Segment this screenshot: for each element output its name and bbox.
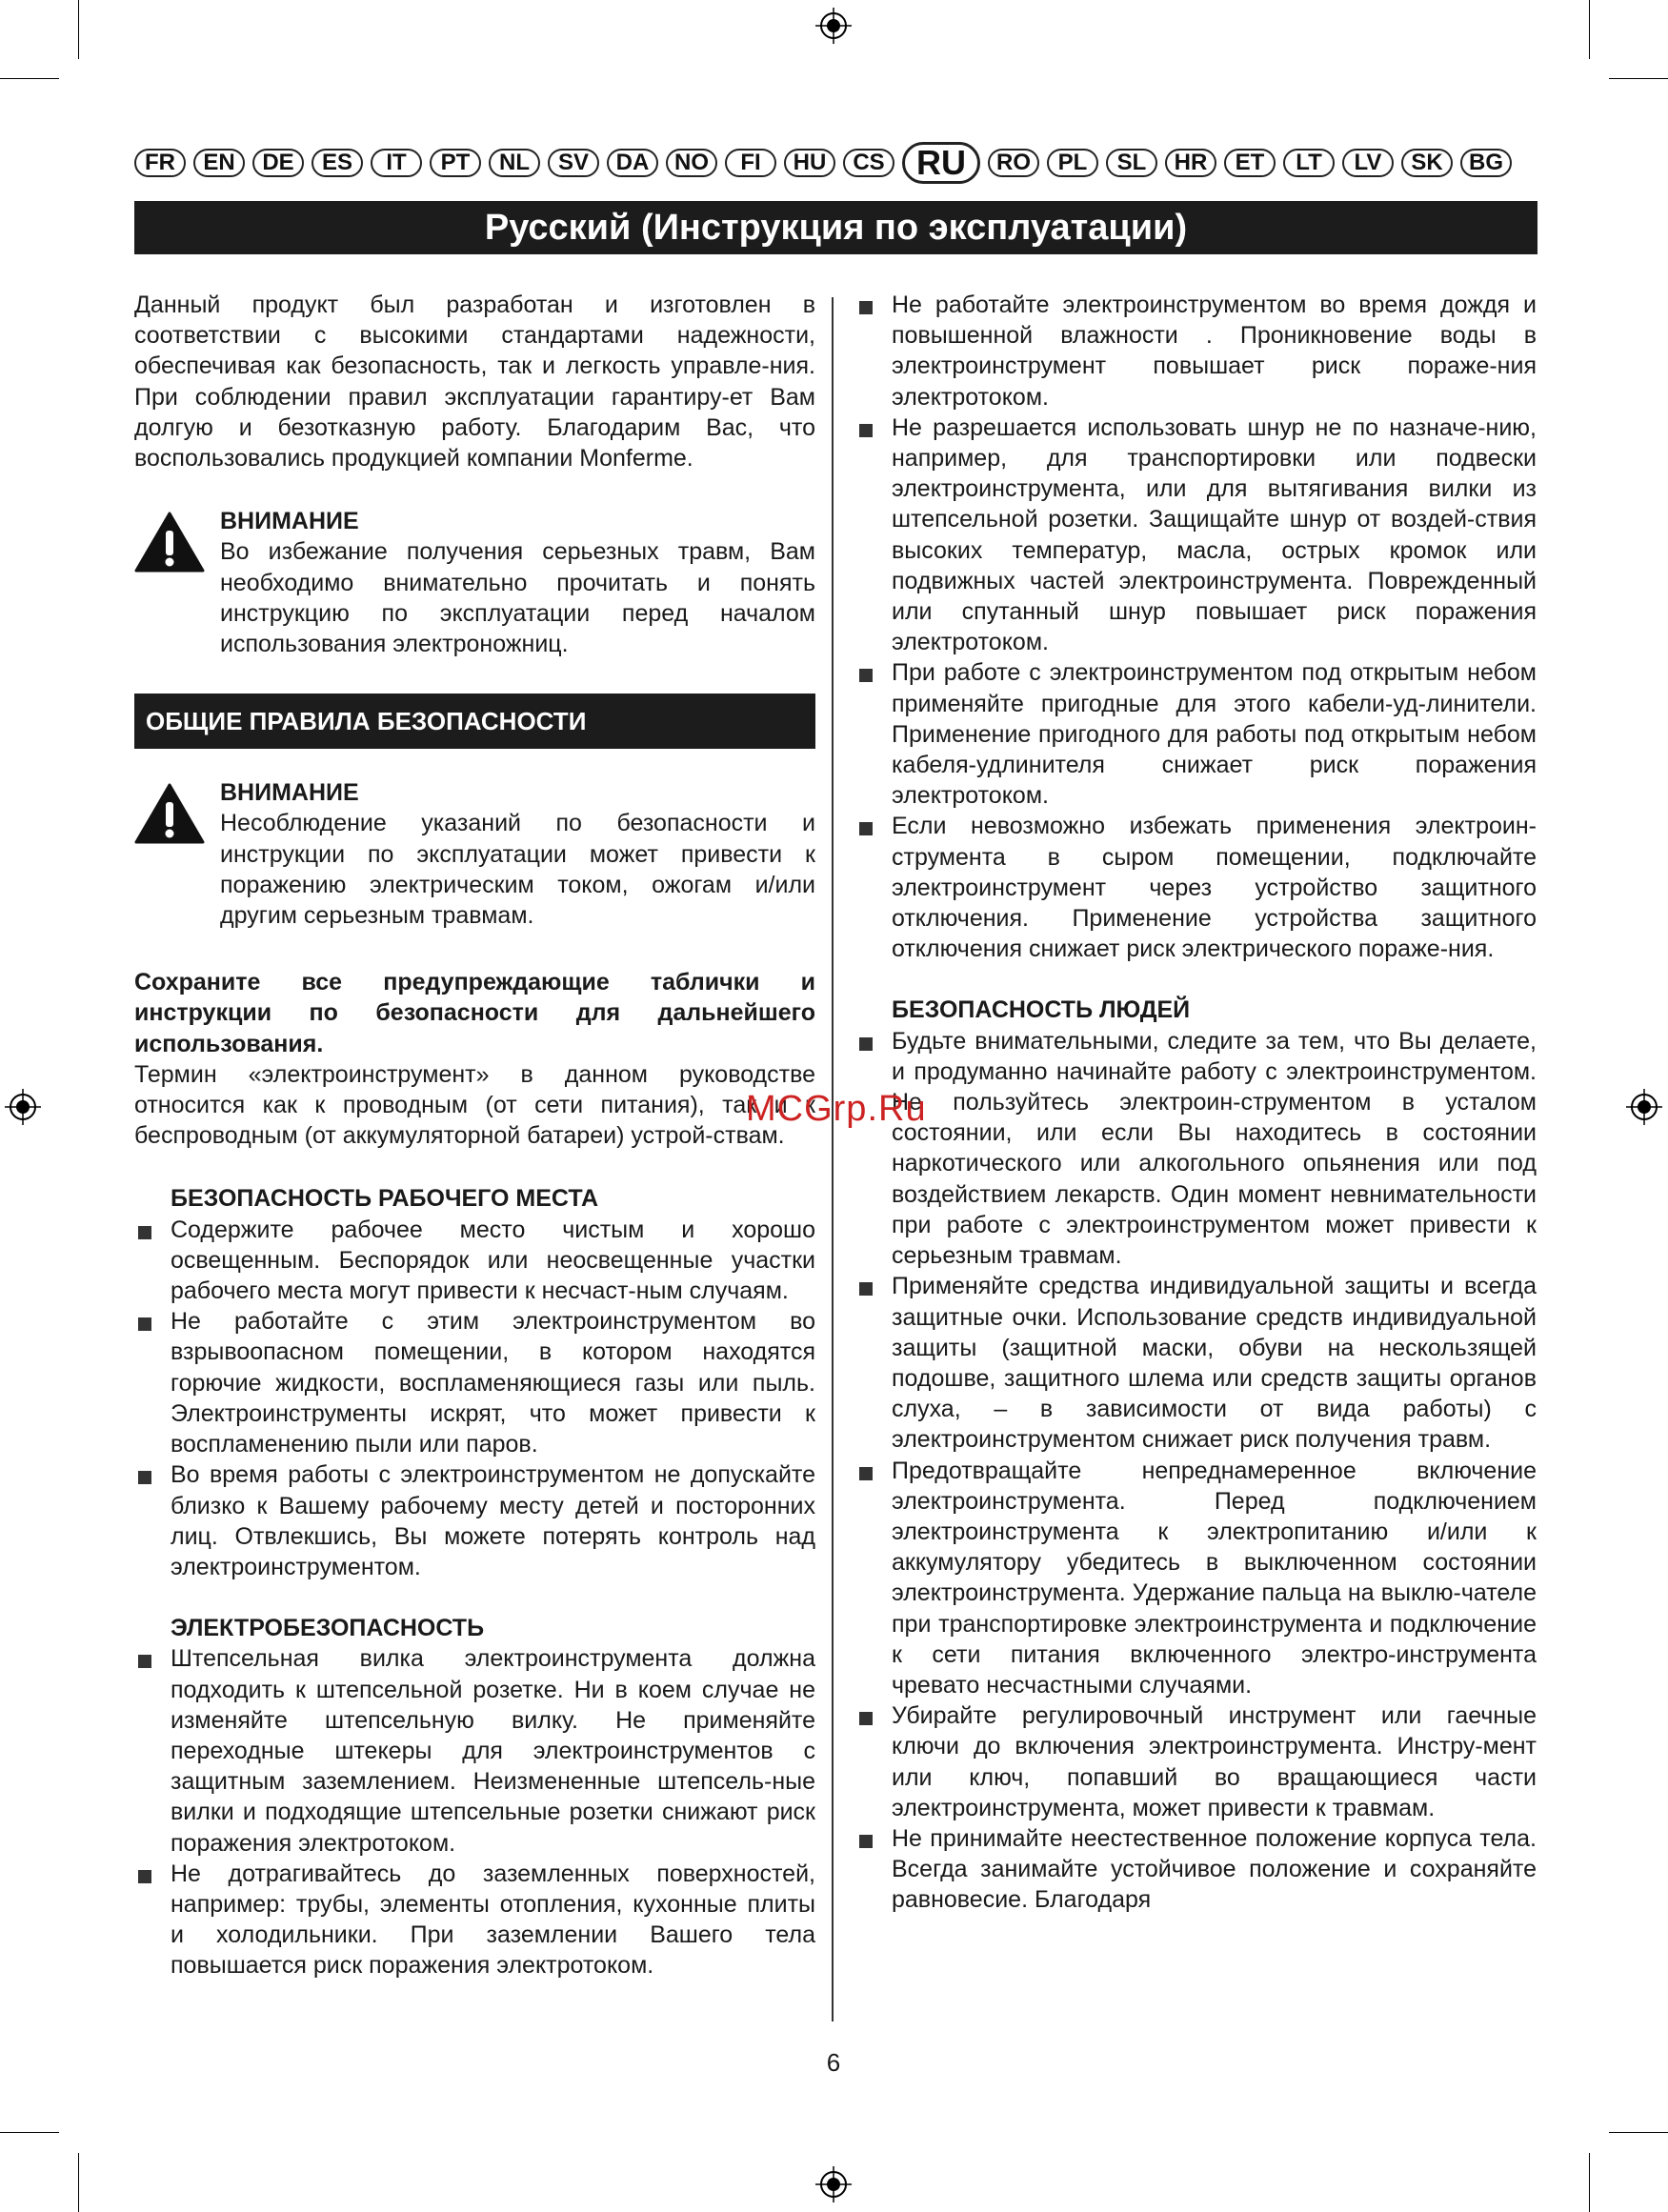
language-tab-it[interactable]: IT: [371, 149, 422, 177]
language-tab-lv[interactable]: LV: [1342, 149, 1394, 177]
intro-paragraph: Данный продукт был разработан и изготовлен в соответствии с высокими стандартами надежности, обеспечивая как безопасность, так и легкость управле-ния. При соблюдении правил эксплуатации гарантиру-ет Вам долгую и безотказную работу. Благодарим Вас, что воспользовались продукцией компании Monferme.: [134, 292, 815, 473]
trim-mark: [1609, 78, 1668, 79]
language-tab-hu[interactable]: HU: [784, 149, 835, 177]
language-tab-ru[interactable]: RU: [902, 142, 980, 184]
trim-mark: [78, 2153, 79, 2212]
language-tab-fi[interactable]: FI: [725, 149, 776, 177]
workplace-safety-heading: БЕЗОПАСНОСТЬ РАБОЧЕГО МЕСТА: [171, 1185, 599, 1213]
trim-mark: [0, 2132, 59, 2133]
language-tab-da[interactable]: DA: [607, 149, 658, 177]
language-tab-de[interactable]: DE: [252, 149, 304, 177]
list-item: Будьте внимательными, следите за тем, что Вы делаете, и продуманно начинайте работу с электроинструментом. Не пользуйтесь электроин-струментом в усталом состоянии, или если Вы находитесь в состоянии наркотического или алкогольного опьянения или под воздействием лекарств. Один момент невнимательности при работе с электроинструментом может привести к серьезным травмам.: [855, 1026, 1537, 1272]
warning-title: ВНИМАНИЕ: [220, 779, 359, 807]
list-item: Применяйте средства индивидуальной защиты и всегда защитные очки. Использование средств индивидуальной защиты (защитной маски, обуви на нескользящей подошве, защитного шлема или средств защиты органов слуха, – в зависимости от вида работы) с электроинструментом снижает риск получения травм.: [855, 1271, 1537, 1455]
warning-title: ВНИМАНИЕ: [220, 508, 359, 535]
language-tab-fr[interactable]: FR: [134, 149, 186, 177]
left-column: [134, 290, 815, 1981]
save-instructions-note: Сохраните все предупреждающие таблички и инструкции по безопасности для дальнейшего использования.: [134, 969, 815, 1057]
list-item: Содержите рабочее место чистым и хорошо освещенным. Беспорядок или неосвещенные участки рабочего места могут привести к несчаст-ным случаям.: [134, 1215, 815, 1307]
language-tab-es[interactable]: ES: [311, 149, 363, 177]
warning-icon: [134, 506, 220, 659]
list-item: Если невозможно избежать применения электроин-струмента в сыром помещении, подключайте электроинструмент через устройство защитного отключения. Применение устройства защитного отключения снижает риск электрического пораже-ния.: [855, 811, 1537, 964]
language-tab-en[interactable]: EN: [193, 149, 245, 177]
language-tab-cs[interactable]: CS: [843, 149, 894, 177]
language-tab-lt[interactable]: LT: [1283, 149, 1335, 177]
trim-mark: [0, 78, 59, 79]
language-tab-ro[interactable]: RO: [988, 149, 1039, 177]
registration-mark-bottom: [815, 2166, 852, 2202]
language-tab-et[interactable]: ET: [1224, 149, 1276, 177]
personal-safety-heading: БЕЗОПАСНОСТЬ ЛЮДЕЙ: [892, 996, 1191, 1024]
list-item: Штепсельная вилка электроинструмента должна подходить к штепсельной розетке. Ни в коем случае не изменяйте штепсельную вилку. Не применяйте переходные штекеры для электроинструментов с защитным заземлением. Неизмененные штепсель-ные вилки и подходящие штепсельные розетки снижают риск поражения электротоком.: [134, 1643, 815, 1858]
list-item: Не принимайте неестественное положение корпуса тела. Всегда занимайте устойчивое положение и сохраняйте равновесие. Благодаря: [855, 1823, 1537, 1916]
list-item: Убирайте регулировочный инструмент или гаечные ключи до включения электроинструмента. Инстру-мент или ключ, попавший во вращающиеся части электроинструмента, может привести к травмам.: [855, 1700, 1537, 1823]
list-item: Не дотрагивайтесь до заземленных поверхностей, например: трубы, элементы отопления, кухонные плиты и холодильники. При заземлении Вашего тела повышается риск поражения электротоком.: [134, 1859, 815, 1981]
electrical-safety-list-continued: [855, 290, 1537, 964]
registration-mark-left: [5, 1089, 41, 1125]
list-item: Предотвращайте непреднамеренное включение электроинструмента. Перед подключением электроинструмента к электропитанию и/или к аккумулятору убедитесь в выключенном состоянии электроинструмента. Удержание пальца на выклю-чателе при транспортировке электроинструмента и подключение к сети питания включенного электро-инструмента чревато несчастными случаями.: [855, 1456, 1537, 1701]
language-tab-pl[interactable]: PL: [1047, 149, 1098, 177]
electrical-safety-list: [134, 1643, 815, 1981]
warning-block: [134, 506, 815, 659]
electrical-safety-heading: ЭЛЕКТРОБЕЗОПАСНОСТЬ: [171, 1615, 485, 1642]
language-tab-bg[interactable]: BG: [1460, 149, 1512, 177]
trim-mark: [78, 0, 79, 59]
list-item: При работе с электроинструментом под открытым небом применяйте пригодные для этого кабели-уд-линители. Применение пригодного для работы под открытым небом кабеля-удлинителя снижает риск поражения электротоком.: [855, 657, 1537, 811]
language-tab-sl[interactable]: SL: [1106, 149, 1157, 177]
language-tab-no[interactable]: NO: [666, 149, 717, 177]
registration-mark-right: [1626, 1089, 1662, 1125]
list-item: Во время работы с электроинструментом не допускайте близко к Вашему рабочему месту детей и посторонних лиц. Отвлекшись, Вы можете потерять контроль над электроинструментом.: [134, 1459, 815, 1582]
trim-mark: [1589, 2153, 1590, 2212]
list-item: Не разрешается использовать шнур не по назначе-нию, например, для транспортировки или подвески электроинструмента, или для вытягивания вилки из штепсельной розетки. Защищайте шнур от воздей-ствия высоких температур, масла, острых кромок или подвижных частей электроинструмента. Поврежденный или спутанный шнур повышает риск поражения электротоком.: [855, 412, 1537, 658]
warning-icon: [134, 777, 220, 931]
right-column: [855, 290, 1537, 1916]
page-title: Русский (Инструкция по эксплуатации): [134, 201, 1537, 254]
list-item: Не работайте с этим электроинструментом во взрывоопасном помещении, в котором находятся горючие жидкости, воспламеняющиеся газы или пыль. Электроинструменты искрят, что может привести к воспламенению пыли или паров.: [134, 1306, 815, 1459]
section-title-general-safety: ОБЩИЕ ПРАВИЛА БЕЗОПАСНОСТИ: [134, 694, 815, 749]
warning-text: Во избежание получения серьезных травм, Вам необходимо внимательно прочитать и понять инструкцию по эксплуатации перед началом использования электроножниц.: [220, 538, 815, 658]
registration-mark-top: [815, 8, 852, 44]
language-bar: [134, 144, 1538, 182]
language-tab-nl[interactable]: NL: [489, 149, 540, 177]
personal-safety-list: [855, 1026, 1537, 1916]
language-tab-pt[interactable]: PT: [430, 149, 481, 177]
page-number: 6: [826, 2048, 841, 2077]
trim-mark: [1589, 0, 1590, 59]
trim-mark: [1609, 2132, 1668, 2133]
workplace-safety-list: [134, 1215, 815, 1582]
warning-block: [134, 777, 815, 931]
language-tab-sv[interactable]: SV: [548, 149, 599, 177]
term-definition: Термин «электроинструмент» в данном руководстве относится как к проводным (от сети питания), так и к беспроводным (от аккумуляторной батареи) устрой-ствам.: [134, 1060, 815, 1150]
language-tab-sk[interactable]: SK: [1401, 149, 1453, 177]
warning-text: Несоблюдение указаний по безопасности и инструкции по эксплуатации может привести к поражению электрическим током, ожогам и/или другим серьезным травмам.: [220, 810, 815, 930]
list-item: Не работайте электроинструментом во время дождя и повышенной влажности . Проникновение воды в электроинструмент повышает риск пораже-ния электротоком.: [855, 290, 1537, 412]
language-tab-hr[interactable]: HR: [1165, 149, 1216, 177]
column-divider: [832, 297, 834, 2021]
watermark: MCGrp.Ru: [746, 1089, 927, 1129]
